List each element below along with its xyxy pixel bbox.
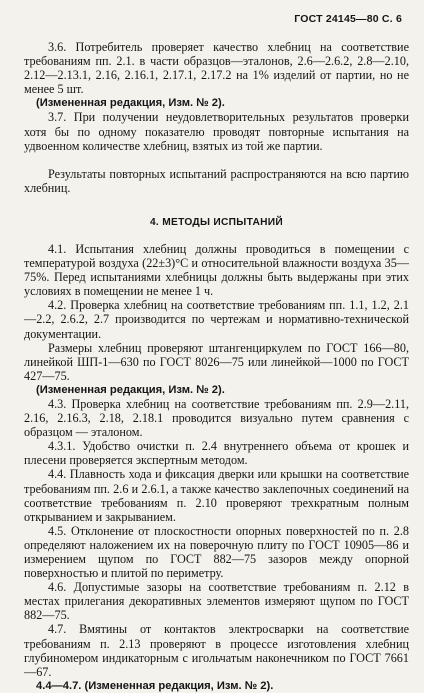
section-title: 4. МЕТОДЫ ИСПЫТАНИЙ (149, 216, 284, 228)
paragraph-4-6: 4.6. Допустимые зазоры на соответствие требованиям п. 2.12 в местах прилегания декоративных элементов измеряют щупом по ГОСТ 882—75. (24, 580, 409, 623)
paragraph-3-7: 3.7. При получении неудовлетворительных результатов проверки хотя бы по одному показателю проводят повторные испытания на удвоенном количестве хлебниц, взятых из той же партии. (24, 110, 409, 153)
amendment-note: (Измененная редакция, Изм. № 2). (36, 383, 225, 396)
paragraph-4-4: 4.4. Плавность хода и фиксация дверки или крышки на соответствие требованиям пп. 2.6 и 2.6.1, а также качество заклепочных соединений на соответствие требованиям п. 2.10 проверяют трехкратным полным открыванием и закрыванием. (24, 467, 409, 524)
paragraph-4-1: 4.1. Испытания хлебниц должны проводиться в помещении с температурой воздуха (22±3)°С и относительной влажности воздуха 35—75%. Перед испытаниями хлебницы должны быть выдержаны при этих условиях в помещении не менее 1 ч. (24, 241, 409, 299)
amendment-note: 4.4—4.7. (Измененная редакция, Изм. № 2). (36, 679, 274, 692)
amendment-note: (Измененная редакция, Изм. № 2). (36, 97, 225, 110)
paragraph-3-6: 3.6. Потребитель проверяет качество хлебниц на соответствие требованиям пп. 2.1. в части образцов—эталонов, 2.6—2.6.2, 2.8—2.10, 2.12—2.13.1, 2.16, 2.16.1, 2.17.1, 2.17.2 на 1% изделий от партии, но не менее 5 шт. (24, 40, 409, 97)
paragraph-4-2: 4.2. Проверка хлебниц на соответствие требованиям пп. 1.1, 1.2, 2.1—2.2, 2.6.2, 2.7 производится по чертежам и нормативно-технической документации. (24, 298, 409, 341)
paragraph-4-3-1: 4.3.1. Удобство очистки п. 2.4 внутреннего объема от крошек и плесени проверяется экспертным методом. (24, 439, 409, 468)
paragraph-repeat-results: Результаты повторных испытаний распространяются на всю партию хлебниц. (24, 166, 409, 195)
paragraph-4-7: 4.7. Вмятины от контактов электросварки на соответствие требованиям п. 2.13 проверяют в процессе изготовления хлебниц глубиномером индикаторным с игольчатым наконечником по ГОСТ 7661—67. (24, 622, 409, 679)
paragraph-4-5: 4.5. Отклонение от плоскостности опорных поверхностей по п. 2.8 определяют наложением их на поверочную плиту по ГОСТ 10905—86 и измерением щупом по ГОСТ 882—75 зазоров между опорной поверхностью и плитой по периметру. (24, 523, 409, 581)
paragraph-dimensions: Размеры хлебниц проверяют штангенциркулем по ГОСТ 166—80, линейкой ШП-1—630 по ГОСТ 8026—75 или линейкой—1000 по ГОСТ 427—75. (24, 340, 409, 383)
page-header: ГОСТ 24145—80 С. 6 (294, 13, 402, 25)
paragraph-4-3: 4.3. Проверка хлебниц на соответствие требованиям пп. 2.9—2.11, 2.16, 2.16.3, 2.18, 2.18.1 проводится визуально путем сравнения с образцом — эталоном. (24, 396, 409, 440)
document-body (24, 40, 409, 693)
